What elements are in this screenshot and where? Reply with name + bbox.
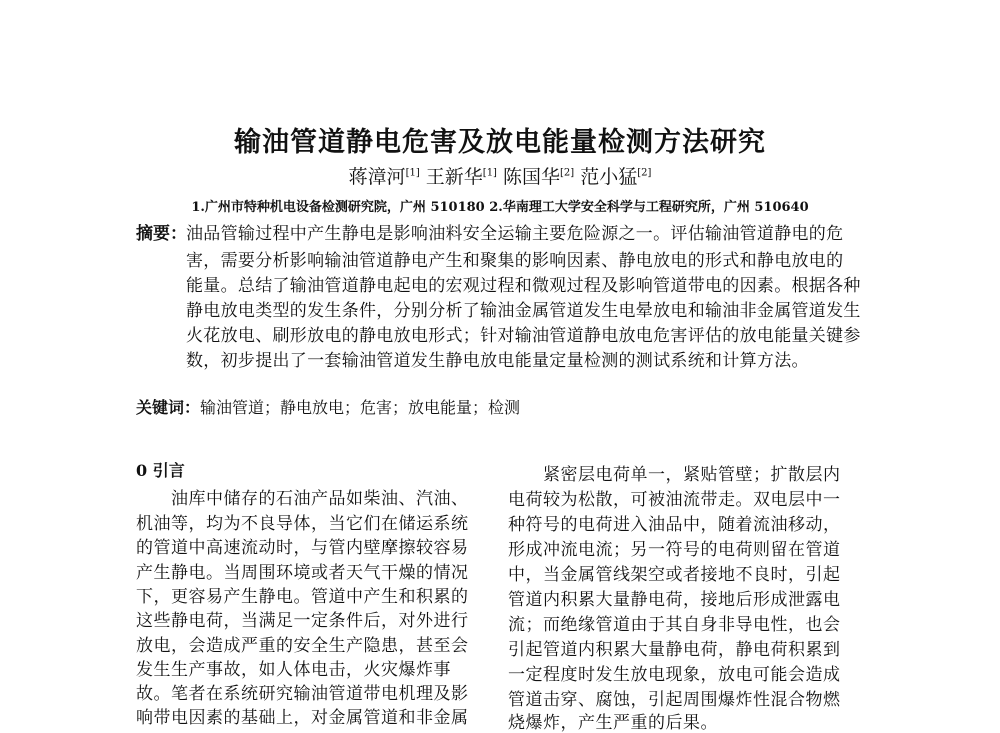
abstract-line: 静电放电类型的发生条件，分别分析了输油金属管道发生电晕放电和输油非金属管道发生 [186, 301, 861, 321]
author-name: 王新华 [425, 166, 483, 188]
body-text-line: 中，当金属管线架空或者接地不良时，引起 [508, 565, 841, 585]
body-text-line: 电荷较为松散，可被油流带走。双电层中一 [508, 490, 841, 510]
abstract-line: 火花放电、刷形放电的静电放电形式；针对输油管道静电放电危害评估的放电能量关键参 [186, 326, 861, 346]
body-text-line: 发生生产事故，如人体电击，火灾爆炸事 [136, 660, 451, 680]
keywords-label: 关键词： [136, 398, 201, 417]
paper-title: 输油管道静电危害及放电能量检测方法研究 [234, 127, 766, 158]
author-name: 蒋漳河 [348, 166, 406, 188]
author-affil-mark: [1] [405, 167, 420, 179]
author-affil-mark: [2] [560, 167, 575, 179]
body-text-line: 油库中储存的石油产品如柴油、汽油、 [136, 489, 469, 509]
abstract-line: 能量。总结了输油管道静电起电的宏观过程和微观过程及影响管道带电的因素。根据各种 [186, 276, 861, 296]
section-heading: 0 引言 [136, 461, 185, 480]
body-text-line: 产生静电。当周围环境或者天气干燥的情况 [136, 563, 469, 583]
affiliations: 1.广州市特种机电设备检测研究院，广州 510180 2.华南理工大学安全科学与工程研究所，广州 510640 [191, 200, 809, 215]
body-text-line: 一定程度时发生放电现象，放电可能会造成 [508, 665, 841, 685]
author-list [0, 162, 1000, 189]
keywords [136, 395, 520, 418]
author-name: 陈国华 [503, 166, 561, 188]
body-text-line: 放电，会造成严重的安全生产隐患，甚至会 [136, 636, 469, 656]
body-text-line: 引起管道内积累大量静电荷，静电荷积累到 [508, 640, 841, 660]
body-text-line: 响带电因素的基础上，对金属管道和非金属 [136, 708, 469, 728]
abstract-label: 摘要： [136, 224, 187, 244]
body-text-line: 下，更容易产生静电。管道中产生和积累的 [136, 587, 469, 607]
body-text-line: 的管道中高速流动时，与管内壁摩擦较容易 [136, 538, 469, 558]
body-text-line: 故。笔者在系统研究输油管道带电机理及影 [136, 684, 469, 704]
body-text-line: 种符号的电荷进入油品中，随着流油移动， [508, 515, 841, 535]
author-name: 范小猛 [580, 166, 638, 188]
body-text-line: 烧爆炸，产生严重的后果。 [508, 713, 718, 733]
body-text-line: 紧密层电荷单一，紧贴管壁；扩散层内 [508, 465, 841, 485]
abstract-line: 数，初步提出了一套输油管道发生静电放电能量定量检测的测试系统和计算方法。 [186, 351, 809, 371]
body-text-line: 形成冲流电流；另一符号的电荷则留在管道 [508, 540, 841, 560]
body-text-line: 管道内积累大量静电荷，接地后形成泄露电 [508, 590, 841, 610]
keywords-text: 输油管道；静电放电；危害；放电能量；检测 [200, 398, 521, 417]
author-affil-mark: [1] [482, 167, 497, 179]
body-text-line: 这些静电荷，当满足一定条件后，对外进行 [136, 611, 469, 631]
body-text-line: 管道击穿、腐蚀，引起周围爆炸性混合物燃 [508, 690, 841, 710]
body-text-line: 机油等，均为不良导体，当它们在储运系统 [136, 514, 469, 534]
author-affil-mark: [2] [637, 167, 652, 179]
body-text-line: 流；而绝缘管道由于其自身非导电性，也会 [508, 615, 841, 635]
abstract-line: 油品管输过程中产生静电是影响油料安全运输主要危险源之一。评估输油管道静电的危 [186, 224, 844, 244]
abstract-line: 害，需要分析影响输油管道静电产生和聚集的影响因素、静电放电的形式和静电放电的 [186, 251, 844, 271]
